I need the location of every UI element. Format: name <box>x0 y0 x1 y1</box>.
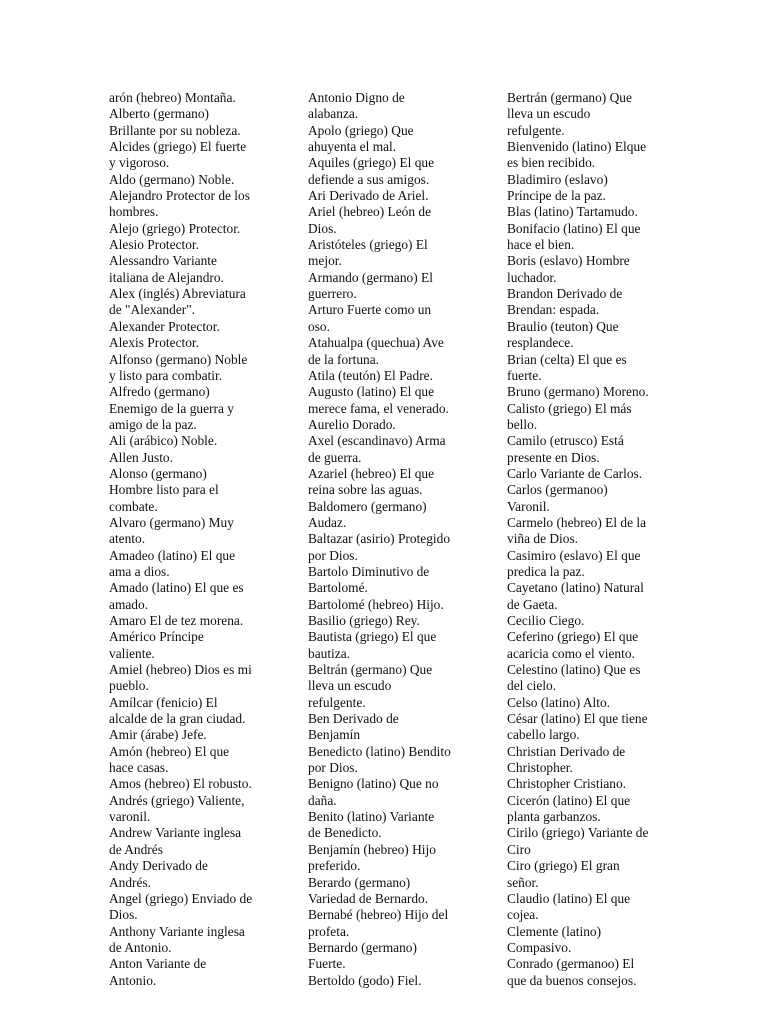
name-entry-line: Celestino (latino) Que es <box>507 662 641 678</box>
name-entry-line: Baldomero (germano) <box>308 498 427 514</box>
name-entry-line: Cecilio Ciego. <box>507 613 585 628</box>
name-entry-line: Brandon Derivado de <box>507 286 623 302</box>
name-entry-line: y listo para combatir. <box>109 367 223 383</box>
name-entry-line: acaricia como el viento. <box>507 645 635 661</box>
names-column-1 <box>109 90 269 989</box>
name-entry-line: Conrado (germanoo) El <box>507 956 635 972</box>
name-entry-line: de Andrés <box>109 841 163 857</box>
name-entry-line: Antonio Digno de <box>308 90 405 105</box>
name-entry-line: Alesio Protector. <box>109 237 200 253</box>
name-entry-line: Bautista (griego) El que <box>308 629 437 645</box>
name-entry-line: cojea. <box>507 907 539 923</box>
name-entry-line: bello. <box>507 416 538 432</box>
name-entry-line: Bienvenido (latino) Elque <box>507 139 647 155</box>
name-entry-line: Andy Derivado de <box>109 858 208 874</box>
name-entry-line: bautiza. <box>308 645 351 661</box>
name-entry-line: preferido. <box>308 858 361 874</box>
name-entry-line: Amílcar (fenicio) El <box>109 694 218 710</box>
name-entry-line: Bonifacio (latino) El que <box>507 220 641 236</box>
name-entry-line: mejor. <box>308 253 342 269</box>
name-entry-line: Amado (latino) El que es <box>109 580 244 596</box>
name-entry-line: señor. <box>507 874 539 890</box>
name-entry-line: que da buenos consejos. <box>507 972 637 988</box>
name-entry-line: del cielo. <box>507 678 557 694</box>
name-entry-line: varonil. <box>109 809 151 825</box>
name-entry-line: Aristóteles (griego) El <box>308 237 428 253</box>
name-entry-line: daña. <box>308 792 337 808</box>
name-entry-line: Alfredo (germano) <box>109 384 210 400</box>
name-entry-line: Bartolomé (hebreo) Hijo. <box>308 596 444 612</box>
name-entry-line: Calisto (griego) El más <box>507 400 632 416</box>
name-entry-line: combate. <box>109 498 158 514</box>
name-entry-line: fuerte. <box>507 367 542 383</box>
name-entry-line: Benedicto (latino) Bendito <box>308 743 451 759</box>
name-entry-line: Ciro (griego) El gran <box>507 858 620 874</box>
name-entry-line: atento. <box>109 531 146 547</box>
name-entry-line: hace casas. <box>109 760 169 776</box>
name-entry-line: Anthony Variante inglesa <box>109 923 245 939</box>
name-entry-line: Benjamín <box>308 727 361 743</box>
name-entry-line: Américo Príncipe <box>109 629 204 645</box>
name-entry-line: refulgente. <box>308 694 366 710</box>
name-entry-line: Celso (latino) Alto. <box>507 694 611 710</box>
name-entry-line: Alberto (germano) <box>109 106 210 122</box>
name-entry-line: Cayetano (latino) Natural <box>507 580 644 596</box>
name-entry-line: Alfonso (germano) Noble <box>109 351 248 367</box>
name-entry-line: Bartolo Diminutivo de <box>308 563 430 579</box>
name-entry-line: Azariel (hebreo) El que <box>308 465 435 481</box>
name-entry-line: amado. <box>109 596 149 612</box>
name-entry-line: por Dios. <box>308 760 358 776</box>
name-entry-line: Andrés. <box>109 874 152 890</box>
name-entry-line: Alcides (griego) El fuerte <box>109 139 247 155</box>
name-entry-line: Variedad de Bernardo. <box>308 890 429 906</box>
name-entry-line: profeta. <box>308 923 350 939</box>
name-entry-line: Claudio (latino) El que <box>507 890 631 906</box>
name-entry-line: Apolo (griego) Que <box>308 122 414 138</box>
name-entry-line: Andrés (griego) Valiente, <box>109 792 245 808</box>
name-entry-line: Ceferino (griego) El que <box>507 629 639 645</box>
name-entry-line: Antonio. <box>109 972 157 988</box>
name-entry-line: lleva un escudo <box>308 678 392 694</box>
name-entry-line: Carlo Variante de Carlos. <box>507 465 643 481</box>
name-entry-line: Amiel (hebreo) Dios es mi <box>109 662 252 678</box>
name-entry-line: Blas (latino) Tartamudo. <box>507 204 638 220</box>
name-entry-line: Allen Justo. <box>109 449 173 465</box>
name-entry-line: presente en Dios. <box>507 449 600 465</box>
name-entry-line: Varonil. <box>507 498 550 514</box>
name-entry-line: Benigno (latino) Que no <box>308 776 439 792</box>
name-entry-line: de Benedicto. <box>308 825 382 841</box>
name-entry-line: Dios. <box>109 907 138 923</box>
name-entry-line: Amaro El de tez morena. <box>109 613 244 628</box>
name-entry-line: valiente. <box>109 645 155 661</box>
name-entry-line: Alonso (germano) <box>109 465 207 481</box>
name-entry-line: Audaz. <box>308 514 347 530</box>
name-entry-line: Cirilo (griego) Variante de <box>507 825 649 841</box>
name-entry-line: defiende a sus amigos. <box>308 171 430 187</box>
name-entry-line: Bartolomé. <box>308 580 368 596</box>
name-entry-line: Christopher Cristiano. <box>507 776 627 792</box>
name-entry-line: Beltrán (germano) Que <box>308 662 433 678</box>
name-entry-line: Berardo (germano) <box>308 874 411 890</box>
name-entry-line: es bien recibido. <box>507 155 596 171</box>
name-entry-line: Alexander Protector. <box>109 318 220 334</box>
name-entry-line: Compasivo. <box>507 939 572 955</box>
name-entry-line: Cicerón (latino) El que <box>507 792 631 808</box>
name-entry-line: Andrew Variante inglesa <box>109 825 242 841</box>
name-entry-line: Ciro <box>507 841 531 857</box>
name-entry-line: Christopher. <box>507 760 573 776</box>
name-entry-line: Braulio (teuton) Que <box>507 318 619 334</box>
name-entry-line: de Antonio. <box>109 939 172 955</box>
name-entry-line: de guerra. <box>308 449 362 465</box>
name-entry-line: Benjamín (hebreo) Hijo <box>308 841 436 857</box>
name-entry-line: Amir (árabe) Jefe. <box>109 727 207 743</box>
name-entry-line: Alex (inglés) Abreviatura <box>109 286 246 302</box>
name-entry-line: Carlos (germanoo) <box>507 482 608 498</box>
name-entry-line: Bertrán (germano) Que <box>507 90 632 105</box>
name-entry-line: Hombre listo para el <box>109 482 219 498</box>
name-entry-line: Atahualpa (quechua) Ave <box>308 335 444 351</box>
name-entry-line: viña de Dios. <box>507 531 579 547</box>
name-entry-line: oso. <box>308 318 330 334</box>
name-entry-line: hace el bien. <box>507 237 575 253</box>
name-entry-line: de "Alexander". <box>109 302 196 318</box>
name-entry-line: ahuyenta el mal. <box>308 139 397 155</box>
name-entry-line: refulgente. <box>507 122 565 138</box>
name-entry-line: cabello largo. <box>507 727 580 743</box>
name-entry-line: predica la paz. <box>507 563 585 579</box>
name-entry-line: Bertoldo (godo) Fiel. <box>308 972 422 988</box>
name-entry-line: Brendan: espada. <box>507 302 600 318</box>
name-entry-line: lleva un escudo <box>507 106 591 122</box>
name-entry-line: pueblo. <box>109 678 149 694</box>
name-entry-line: italiana de Alejandro. <box>109 269 224 285</box>
name-entry-line: arón (hebreo) Montaña. <box>109 90 236 105</box>
name-entry-line: Aldo (germano) Noble. <box>109 171 235 187</box>
name-entry-line: guerrero. <box>308 286 357 302</box>
name-entry-line: Brian (celta) El que es <box>507 351 627 367</box>
name-entry-line: Bernardo (germano) <box>308 939 417 955</box>
name-entry-line: Carmelo (hebreo) El de la <box>507 514 647 530</box>
name-entry-line: Ali (arábico) Noble. <box>109 433 218 449</box>
name-entry-line: Angel (griego) Enviado de <box>109 890 253 906</box>
name-entry-line: Anton Variante de <box>109 956 207 972</box>
name-entry-line: Benito (latino) Variante <box>308 809 435 825</box>
name-entry-line: Alejo (griego) Protector. <box>109 220 241 236</box>
name-entry-line: Alejandro Protector de los <box>109 188 250 204</box>
name-entry-line: Boris (eslavo) Hombre <box>507 253 630 269</box>
name-entry-line: Alexis Protector. <box>109 335 200 351</box>
name-entry-line: de la fortuna. <box>308 351 380 367</box>
name-entry-line: Fuerte. <box>308 956 346 972</box>
name-entry-line: César (latino) El que tiene <box>507 711 648 727</box>
name-entry-line: amigo de la paz. <box>109 416 197 432</box>
name-entry-line: Ariel (hebreo) León de <box>308 204 432 220</box>
name-entry-line: planta garbanzos. <box>507 809 601 825</box>
name-entry-line: hombres. <box>109 204 159 220</box>
name-entry-line: Amón (hebreo) El que <box>109 743 230 759</box>
name-entry-line: Brillante por su nobleza. <box>109 122 241 138</box>
name-entry-line: Christian Derivado de <box>507 743 626 759</box>
name-entry-line: Bruno (germano) Moreno. <box>507 384 649 400</box>
name-entry-line: Enemigo de la guerra y <box>109 400 234 416</box>
name-entry-line: Bladimiro (eslavo) <box>507 171 608 187</box>
names-column-3 <box>507 90 659 989</box>
name-entry-line: Baltazar (asirio) Protegido <box>308 531 451 547</box>
name-entry-line: luchador. <box>507 269 557 285</box>
name-entry-line: alcalde de la gran ciudad. <box>109 711 246 727</box>
name-entry-line: Armando (germano) El <box>308 269 433 285</box>
name-entry-line: por Dios. <box>308 547 358 563</box>
name-entry-line: Bernabé (hebreo) Hijo del <box>308 907 449 923</box>
name-entry-line: Príncipe de la paz. <box>507 188 606 204</box>
name-entry-line: de Gaeta. <box>507 596 558 612</box>
name-entry-line: Ben Derivado de <box>308 711 399 727</box>
name-entry-line: Dios. <box>308 220 337 236</box>
name-entry-line: Amos (hebreo) El robusto. <box>109 776 252 792</box>
name-entry-line: Casimiro (eslavo) El que <box>507 547 641 563</box>
name-entry-line: Ari Derivado de Ariel. <box>308 188 429 204</box>
name-entry-line: alabanza. <box>308 106 359 122</box>
name-entry-line: reina sobre las aguas. <box>308 482 423 498</box>
name-entry-line: ama a dios. <box>109 563 170 579</box>
name-entry-line: Atila (teutón) El Padre. <box>308 367 433 383</box>
name-entry-line: Aurelio Dorado. <box>308 416 396 432</box>
name-entry-line: merece fama, el venerado. <box>308 400 449 416</box>
name-entry-line: Axel (escandinavo) Arma <box>308 433 446 449</box>
name-entry-line: Alessandro Variante <box>109 253 217 269</box>
name-entry-line: Clemente (latino) <box>507 923 602 939</box>
name-entry-line: Alvaro (germano) Muy <box>109 514 234 530</box>
name-entry-line: Camilo (etrusco) Está <box>507 433 624 449</box>
name-entry-line: Arturo Fuerte como un <box>308 302 432 318</box>
name-entry-line: Basilio (griego) Rey. <box>308 613 420 628</box>
name-entry-line: Aquiles (griego) El que <box>308 155 435 171</box>
name-entry-line: y vigoroso. <box>109 155 170 171</box>
name-entry-line: Amadeo (latino) El que <box>109 547 236 563</box>
name-entry-line: Augusto (latino) El que <box>308 384 435 400</box>
names-column-2 <box>308 90 462 989</box>
name-entry-line: resplandece. <box>507 335 574 351</box>
